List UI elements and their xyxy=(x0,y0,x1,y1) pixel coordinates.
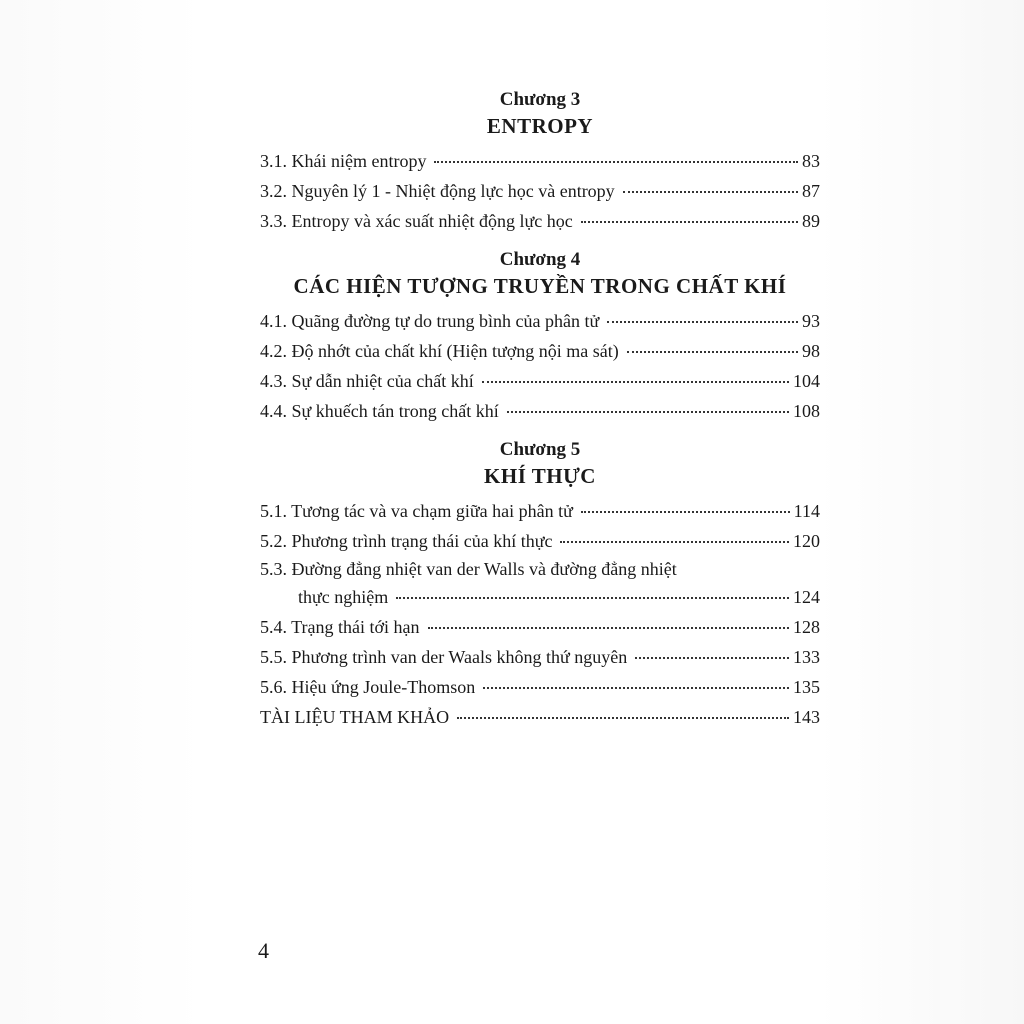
dot-leader xyxy=(623,191,798,193)
table-of-contents xyxy=(260,88,820,732)
entry-label: 4.4. Sự khuếch tán trong chất khí xyxy=(260,401,499,421)
chapter-title: ENTROPY xyxy=(486,114,594,138)
entry-page: 124 xyxy=(793,587,820,607)
toc-entry-multiline xyxy=(260,556,820,612)
toc-entry-references xyxy=(260,702,820,732)
dot-leader xyxy=(507,411,789,413)
toc-entry xyxy=(260,146,820,176)
entry-label: 4.3. Sự dẫn nhiệt của chất khí xyxy=(260,371,474,391)
page-number: 4 xyxy=(258,938,269,963)
toc-entry xyxy=(260,176,820,206)
entry-label: 5.2. Phương trình trạng thái của khí thực xyxy=(260,531,553,551)
entry-page: 87 xyxy=(802,181,820,201)
dot-leader xyxy=(627,351,798,353)
dot-leader xyxy=(483,687,789,689)
entry-label: 5.1. Tương tác và va chạm giữa hai phân tử xyxy=(260,501,573,521)
entry-page: 133 xyxy=(793,647,820,667)
entry-page: 114 xyxy=(793,501,820,521)
entry-label: 4.1. Quãng đường tự do trung bình của phân tử xyxy=(260,311,600,331)
references-label: TÀI LIỆU THAM KHẢO xyxy=(260,707,450,727)
entry-page: 89 xyxy=(802,211,820,231)
entry-label-continued: thực nghiệm xyxy=(298,587,389,607)
entry-label: 3.3. Entropy và xác suất nhiệt động lực học xyxy=(260,211,573,231)
references-page: 143 xyxy=(793,707,820,727)
entry-label: 5.5. Phương trình van der Waals không thứ nguyên xyxy=(260,647,628,667)
chapter-title: KHÍ THỰC xyxy=(484,464,596,488)
chapter-number: Chương 4 xyxy=(499,249,581,270)
chapter-3-heading xyxy=(260,88,820,140)
dot-leader xyxy=(396,597,789,599)
toc-entry xyxy=(260,336,820,366)
dot-leader xyxy=(482,381,789,383)
entry-page: 104 xyxy=(793,371,820,391)
chapter-title: CÁC HIỆN TƯỢNG TRUYỀN TRONG CHẤT KHÍ xyxy=(293,274,787,298)
entry-page: 135 xyxy=(793,677,820,697)
dot-leader xyxy=(607,321,798,323)
entry-label: 4.2. Độ nhớt của chất khí (Hiện tượng nội ma sát) xyxy=(260,341,619,361)
entry-page: 98 xyxy=(802,341,820,361)
entry-label: 5.6. Hiệu ứng Joule-Thomson xyxy=(260,677,476,697)
dot-leader xyxy=(581,511,790,513)
entry-page: 93 xyxy=(802,311,820,331)
dot-leader xyxy=(434,161,798,163)
chapter-4-heading xyxy=(260,248,820,300)
entry-page: 83 xyxy=(802,151,820,171)
toc-entry xyxy=(260,206,820,236)
toc-entry xyxy=(260,612,820,642)
toc-entry xyxy=(260,496,820,526)
entry-label: 5.4. Trạng thái tới hạn xyxy=(260,617,420,637)
entry-label: 3.1. Khái niệm entropy xyxy=(260,151,427,171)
toc-entry xyxy=(260,366,820,396)
dot-leader xyxy=(457,717,789,719)
toc-entry xyxy=(260,642,820,672)
dot-leader xyxy=(560,541,789,543)
entry-label: 3.2. Nguyên lý 1 - Nhiệt động lực học và entropy xyxy=(260,181,615,201)
toc-entry xyxy=(260,396,820,426)
toc-entry xyxy=(260,526,820,556)
entry-page: 108 xyxy=(793,401,820,421)
entry-page: 120 xyxy=(793,531,820,551)
dot-leader xyxy=(635,657,789,659)
entry-label: 5.3. Đường đẳng nhiệt van der Walls và đường đẳng nhiệt xyxy=(260,559,677,579)
toc-entry xyxy=(260,306,820,336)
dot-leader xyxy=(428,627,789,629)
chapter-number: Chương 3 xyxy=(499,89,581,110)
chapter-5-heading xyxy=(260,438,820,490)
dot-leader xyxy=(581,221,798,223)
chapter-number: Chương 5 xyxy=(499,439,581,460)
toc-entry xyxy=(260,672,820,702)
entry-page: 128 xyxy=(793,617,820,637)
